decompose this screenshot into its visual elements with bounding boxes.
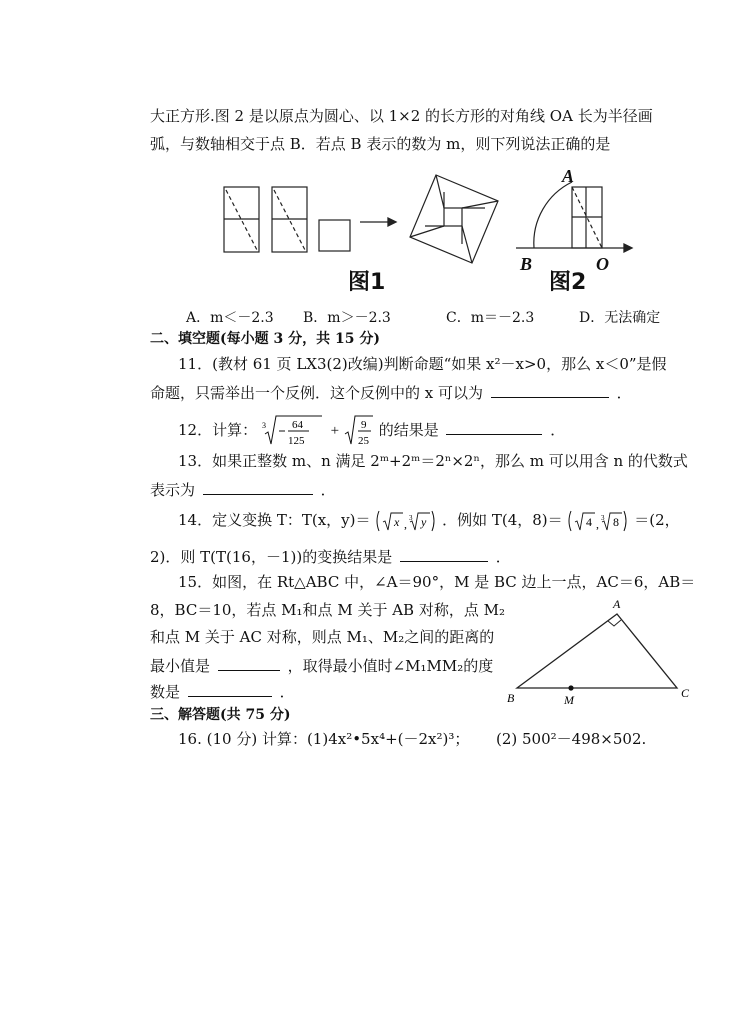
- fig1-rect-1: [224, 187, 259, 252]
- option-d: D．无法确定: [579, 310, 661, 326]
- triangle-figure: [500, 596, 700, 706]
- q16-part-1: 16. (10 分) 计算：(1)4x²•5x⁴+(－2x²)³；: [178, 730, 470, 748]
- q15-text-b: ，取得最小值时∠M₁MM₂的度: [287, 657, 494, 675]
- option-a: A．m＜－2.3: [186, 310, 274, 326]
- svg-text:,: ,: [404, 517, 408, 531]
- fig2-point-B: B: [520, 254, 533, 274]
- q13-answer-blank[interactable]: [203, 479, 313, 495]
- q15-line-4: [150, 655, 493, 676]
- q12-line: 12．计算： 3 64 125 + 9 25 的结果是 ．: [178, 414, 565, 444]
- q15-line-2: 8，BC＝10，若点 M₁和点 M 关于 AB 对称，点 M₂: [150, 601, 505, 619]
- fig2-rectangles: [572, 187, 602, 248]
- option-c: C．m＝－2.3: [446, 310, 535, 326]
- triangle-label-A: A: [613, 597, 621, 611]
- svg-text:y: y: [421, 515, 427, 529]
- fig1-rect-2: [272, 187, 307, 252]
- figure-1-and-2: [0, 162, 737, 292]
- q15-text-a: 最小值是: [150, 657, 211, 675]
- q14-text-d: 2)．则 T(T(16，－1))的变换结果是: [150, 548, 393, 566]
- triangle-label-B: B: [507, 691, 515, 705]
- q15-end: ．: [279, 683, 295, 701]
- q14-answer-blank[interactable]: [400, 546, 488, 562]
- q11-end: ．: [616, 384, 632, 402]
- q14-text-c: ＝(2，: [634, 511, 680, 529]
- q12-num-2: 9: [360, 419, 367, 431]
- q14-end: ．: [495, 548, 511, 566]
- intro-line-1: 大正方形.图 2 是以原点为圆心、以 1×2 的长方形的对角线 OA 长为半径画: [150, 107, 653, 125]
- q15-line-1: 15．如图，在 Rt△ABC 中，∠A＝90°，M 是 BC 边上一点，AC＝6，AB＝: [178, 573, 696, 591]
- q14-radicals-2: [567, 509, 629, 533]
- q12-suffix: 的结果是: [378, 421, 439, 439]
- q12-answer-blank[interactable]: [446, 419, 542, 435]
- q11-answer-blank[interactable]: [491, 382, 609, 398]
- q15-text-c: 数是: [150, 683, 181, 701]
- svg-text:4: 4: [586, 515, 593, 529]
- q14-line-2: [150, 546, 511, 567]
- q13-line-2: [150, 479, 336, 500]
- q12-prefix: 12．计算：: [178, 421, 258, 439]
- svg-text:x: x: [394, 515, 400, 529]
- svg-text:,: ,: [596, 517, 600, 531]
- q11-text: 命题，只需举出一个反例．这个反例中的 x 可以为: [150, 384, 483, 402]
- q14-text-a: 14．定义变换 T：T(x，y)＝: [178, 511, 371, 529]
- fig1-arrow: [360, 218, 396, 226]
- triangle-label-M: M: [564, 693, 574, 706]
- q15-line-5: [150, 681, 295, 702]
- q16-part-2: (2) 500²－498×502.: [496, 730, 647, 748]
- q14-radicals-1: [375, 509, 437, 533]
- fig2-label: 图2: [549, 270, 587, 292]
- q13-text: 表示为: [150, 481, 196, 499]
- fig1-big-square: [410, 175, 498, 263]
- q13-line-1: 13．如果正整数 m、n 满足 2ᵐ+2ᵐ＝2ⁿ×2ⁿ，那么 m 可以用含 n 的代数式: [178, 452, 688, 470]
- option-b: B．m＞－2.3: [303, 310, 391, 326]
- q12-sqrt: [344, 414, 374, 448]
- svg-text:3: 3: [409, 514, 413, 522]
- fig2-point-O: O: [596, 254, 609, 274]
- q15-answer-blank-2[interactable]: [188, 681, 272, 697]
- fig2-point-A: A: [562, 166, 575, 186]
- point-M-dot: [568, 685, 573, 690]
- q12-num-1: 64: [291, 419, 303, 431]
- q12-end: ．: [550, 421, 566, 439]
- q12-cube-root: [262, 414, 324, 448]
- svg-text:3: 3: [601, 514, 605, 522]
- section-3-heading: 三、解答题(共 75 分): [150, 707, 291, 723]
- q14-text-b: ．例如 T(4，8)＝: [442, 511, 563, 529]
- fig2-arc: [534, 182, 572, 248]
- svg-text:3: 3: [261, 421, 266, 430]
- fig1-label: 图1: [348, 270, 386, 292]
- intro-line-2: 弧，与数轴相交于点 B．若点 B 表示的数为 m，则下列说法正确的是: [150, 135, 611, 153]
- q14-line-1: [178, 509, 680, 533]
- q12-den-2: 25: [357, 435, 369, 447]
- triangle-label-C: C: [681, 686, 690, 700]
- q13-end: ．: [320, 481, 336, 499]
- q15-line-3: 和点 M 关于 AC 对称，则点 M₁、M₂之间的距离的: [150, 628, 495, 646]
- q11-line-2: [150, 382, 632, 403]
- fig1-small-square: [319, 220, 350, 251]
- svg-text:8: 8: [613, 515, 620, 529]
- q12-den-1: 125: [287, 435, 305, 447]
- section-2-heading: 二、填空题(每小题 3 分，共 15 分): [150, 331, 380, 347]
- q15-answer-blank-1[interactable]: [218, 655, 280, 671]
- q16-line: [178, 729, 469, 749]
- q11-line-1: 11．(教材 61 页 LX3(2)改编)判断命题“如果 x²－x>0，那么 x＜0”是假: [178, 355, 667, 373]
